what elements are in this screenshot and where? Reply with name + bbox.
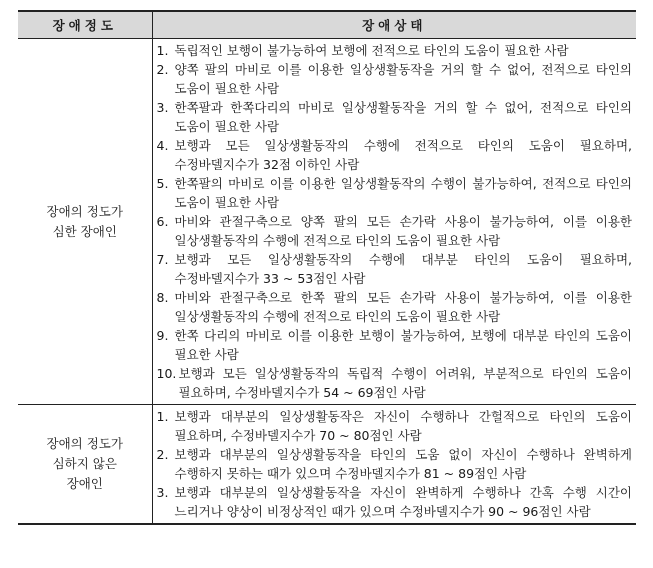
disability-criteria-table <box>18 10 636 525</box>
category-label-line: 장애의 정도가 <box>46 203 123 219</box>
list-item <box>157 60 633 98</box>
severe-group-row <box>18 39 636 405</box>
mild-group-row <box>18 405 636 525</box>
list-item <box>157 98 633 136</box>
list-item <box>157 407 633 445</box>
item-text: 보행과 대부분의 일상생활동작은 자신이 수행하나 간헐적으로 타인의 도움이 필요하며, 수정바델지수가 70 ~ 80점인 사람 <box>174 409 632 443</box>
header-disability-status: 장애상태 <box>152 11 636 39</box>
list-item <box>157 174 633 212</box>
item-number: 10. <box>156 366 177 381</box>
mild-category-label <box>18 405 152 525</box>
category-label-line: 장애의 정도가 <box>46 436 123 451</box>
severe-category-label <box>18 39 152 405</box>
item-text: 보행과 대부분의 일상생활동작을 자신이 완벽하게 수행하나 간혹 수행 시간이 느리거나 양상이 비정상적인 때가 있으며 수정바델지수가 90 ~ 96점인 사람 <box>174 485 632 519</box>
item-number: 3. <box>156 485 169 500</box>
severe-status-list-cell <box>152 39 636 405</box>
list-item <box>157 288 633 326</box>
item-text: 보행과 모든 일상생활동작의 수행에 전적으로 타인의 도움이 필요하며, 수정바델지수가 32점 이하인 사람 <box>174 138 632 172</box>
item-number: 1. <box>156 409 169 424</box>
item-number: 8. <box>156 290 169 305</box>
list-item <box>157 445 633 483</box>
item-text: 마비와 관절구축으로 한쪽 팔의 모든 손가락 사용이 불가능하여, 이를 이용한 일상생활동작의 수행에 전적으로 타인의 도움이 필요한 사람 <box>174 290 632 324</box>
item-number: 4. <box>156 138 169 153</box>
item-number: 3. <box>156 100 169 115</box>
mild-status-list-cell <box>152 405 636 525</box>
item-number: 2. <box>156 447 169 462</box>
item-number: 1. <box>156 43 169 58</box>
item-text: 보행과 대부분의 일상생활동작을 타인의 도움 없이 자신이 수행하나 완벽하게 수행하지 못하는 때가 있으며 수정바델지수가 81 ~ 89점인 사람 <box>174 447 632 481</box>
item-text: 독립적인 보행이 불가능하여 보행에 전적으로 타인의 도움이 필요한 사람 <box>174 43 569 58</box>
item-number: 2. <box>156 62 169 77</box>
mild-status-list <box>157 407 633 521</box>
item-text: 한쪽팔의 마비로 이를 이용한 일상생활동작의 수행이 불가능하여, 전적으로 타인의 도움이 필요한 사람 <box>174 176 632 210</box>
item-text: 양쪽 팔의 마비로 이를 이용한 일상생활동작을 거의 할 수 없어, 전적으로 타인의 도움이 필요한 사람 <box>174 62 632 96</box>
item-number: 7. <box>156 252 169 267</box>
severe-status-list <box>157 41 633 402</box>
list-item <box>157 326 633 364</box>
item-number: 6. <box>156 214 169 229</box>
item-text: 보행과 모든 일상생활동작의 수행에 대부분 타인의 도움이 필요하며, 수정바델지수가 33 ~ 53점인 사람 <box>174 252 632 286</box>
list-item <box>157 136 633 174</box>
list-item <box>157 364 633 402</box>
list-item <box>157 212 633 250</box>
item-text: 마비와 관절구축으로 양쪽 팔의 모든 손가락 사용이 불가능하여, 이를 이용한 일상생활동작의 수행에 전적으로 타인의 도움이 필요한 사람 <box>174 214 632 248</box>
category-label-line: 심한 장애인 <box>52 223 117 239</box>
item-text: 보행과 모든 일상생활동작의 독립적 수행이 어려워, 부분적으로 타인의 도움이 필요하며, 수정바델지수가 54 ~ 69점인 사람 <box>178 366 632 400</box>
list-item <box>157 41 633 60</box>
list-item <box>157 250 633 288</box>
category-label-line: 심하지 않은 <box>52 456 117 471</box>
category-label-line: 장애인 <box>66 476 103 491</box>
item-number: 5. <box>156 176 169 191</box>
item-number: 9. <box>156 328 169 343</box>
list-item <box>157 483 633 521</box>
header-disability-degree: 장애정도 <box>18 11 152 39</box>
item-text: 한쪽 다리의 마비로 이를 이용한 보행이 불가능하여, 보행에 대부분 타인의 도움이 필요한 사람 <box>174 328 632 362</box>
table-header-row <box>18 11 636 39</box>
item-text: 한쪽팔과 한쪽다리의 마비로 일상생활동작을 거의 할 수 없어, 전적으로 타인의 도움이 필요한 사람 <box>174 100 632 134</box>
